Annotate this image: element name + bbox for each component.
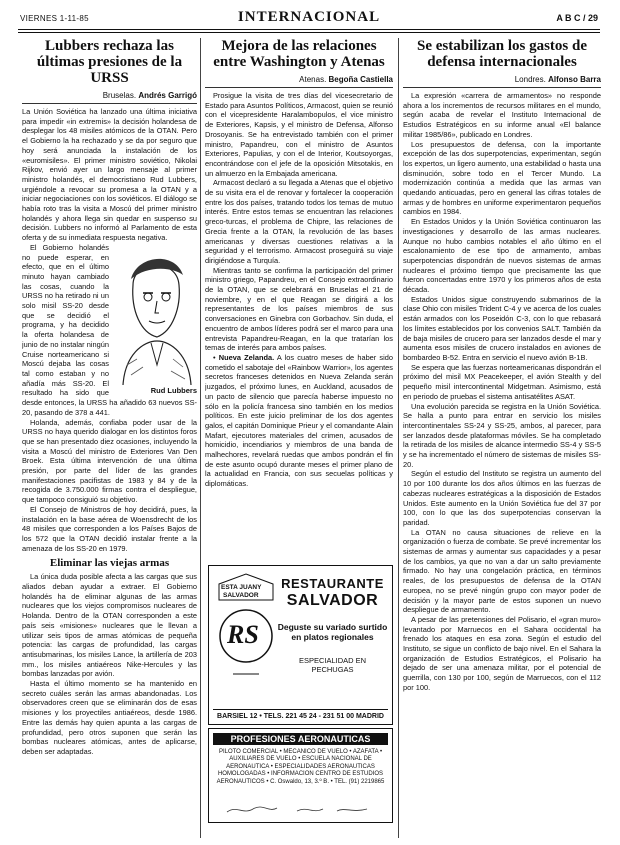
paragraph: • Nueva Zelanda. A los cuatro meses de haber sido cometido el sabotaje del «Rainbow Warrior», los agentes secretos franceses detenidos en Nueva Zelanda serán juzgados, el próximo lunes, en Auckland, acusados de un pacto de silencio que parecía haberse impuesto no sólo en la policía francesa sino también en los medios políticos. En este juicio preliminar de los dos agentes galos, el capitán Dominique Prieur y el comandante Alain Mafart, ejecutores materiales del crimen, acusados de homicidio, incendiarios y miembros de una banda de malhechores, revelará ruedas que ambos pondrán el fin de este asunto ocupó durante meses el primer plano de la actualidad en Francia, con sus secuelas políticas y diplomáticas. (205, 352, 393, 489)
restaurant-name-line2: SALVADOR (286, 592, 379, 609)
subheading: Eliminar las viejas armas (49, 557, 170, 570)
restaurant-specialty: ESPECIALIDAD EN PECHUGAS (298, 656, 367, 674)
aero-ad (208, 728, 393, 823)
logo-initials: RS (227, 620, 259, 649)
page-header (18, 8, 600, 30)
issue-date: VIERNES 1-11-85 (20, 14, 89, 23)
restaurant-logo (215, 570, 277, 682)
byline-place: Londres. (514, 75, 546, 84)
logo-text-bottom: SALVADOR (223, 592, 259, 599)
restaurant-name (277, 576, 388, 610)
page-number: A B C / 29 (556, 13, 598, 23)
byline-place: Atenas. (299, 75, 327, 84)
aero-body: PILOTO COMERCIAL • MECANICO DE VUELO • AZAFATA • AUXILIARES DE VUELO • ESCUELA NACIONAL DE AERONAUTICA • ESPECIALIDADES AERONAUTICAS HOMOLOGADAS • INFORMACION CENTRO DE ESTUDIOS AERONAUTICOS • C. Oswaldo, 13, 3.º B. • TEL. (91) 2219865 (216, 749, 385, 785)
article-headline: Lubbers rechaza las últimas presiones de la URSS (36, 38, 183, 86)
paragraph: La única duda posible afecta a las cargas que sus aliados deban ayudar a extraer. El Gobierno holandés ha de eliminar algunas de las armas nucleares que los viejos compromisos nucleares de Holanda. Dentro de la OTAN corresponden a este país seis «misiones» nucleares que le llevan a utilizar seis tipos de armas atómicas de pequeña potencia: las cargas de profundidad, las cargas antisubmarinas, los misiles Lance, la artillería de 203 mm., los misiles antiaéreos Nike-Hercules y las bombas lanzadas por avión. (22, 572, 197, 679)
byline (205, 75, 393, 84)
byline-author: Alfonso Barra (548, 75, 601, 84)
article-washington-atenas (205, 38, 393, 598)
article-lubbers (22, 38, 197, 838)
paragraph: Armacost declaró a su llegada a Atenas que el objetivo de su visita era el de renovar y fortalecer la cooperación entre los dos países, tratando todos los temas de mutuo interés. Entre estos temas se encuentran las relaciones greco-turcas, el problema de Chipre, las relaciones de Grecia frente a la OTAN, la revolución de las bases americanas y diversas cuestiones relativas a la seguridad y el terrorismo. Armacost proseguirá su viaje dirigiéndose a Turquía. (205, 178, 393, 265)
paragraph: Prosigue la visita de tres días del vicesecretario de Estado para Asuntos Políticos, Armacost, quien se reunió con el vicepresidente Haralambopulos, el vice ministro de Exteriores, Kapsis, y el ministro de Defensa, Alfonso Drosoyanis. Se ha entrevistado también con el primer ministro, Papandreu, con el ministro de Asuntos Exteriores, Papulias, y con el de Interior, Koutsoyorgas, encontrándose con el jefe de la oposición Mitsotakis, en un almuerzo en la Embajada americana. (205, 91, 393, 178)
paragraph: En Estados Unidos y la Unión Soviética continuaron las investigaciones y desarrollo de las armas nucleares. Aunque no hubo cambios notables el año último en el escalonamiento de ese tipo de armamento, ambas superpotencias dispondrán de nuevos sistemas de armas nucleares el próximo tiempo que precisamente las que fueron concertadas entre 1970 y los primeros años de esta década. (403, 217, 601, 295)
paragraph: La expresión «carrera de armamentos» no responde ahora a los incrementos de recursos militares en el mundo, según acaba de revelar el Instituto Internacional de Estudios Estratégicos en su informe anual «El balance militar 1985/86», publicado en Londres. (403, 91, 601, 139)
restaurant-name-line1: RESTAURANTE (281, 576, 384, 591)
column-divider (200, 38, 201, 838)
paragraph: Hasta el último momento se ha mantenido en secreto cuáles serán las armas abandonadas. Los observadores creen que se eliminarán dos de esas misiones y los proyectiles antiaéreos, desde 1986. Entre las demás hay quien apunta a las cargas de profundidad, pero otros suponen que serán las bombas nucleares atómicas, antes de aplicarse, deben ser adaptadas. (22, 679, 197, 756)
paragraph: La OTAN no causa situaciones de relieve en la organización o fuerza de combate. Se prevé incrementar los sistemas de armas y aumentar sus capacidades y a pesar de los cambios, ya que no van a dar un salto previamente firmado. No hay una congelación práctica, en términos reales, de los presupuestos de defensa de la OTAN europea, no se prevé ningún grupo con mayor poder de decisión y la mayor parte de estos suponen un nuevo despliegue de armamento. (403, 527, 601, 615)
paragraph: A pesar de las pretensiones del Polisario, el «gran muro» levantado por Marruecos en el Sahara occidental ha frenado los ataques en esa zona. Según el estudio del Instituto, se sigue un conflicto de bajo nivel. En el Sahara la organización de Estudios Estratégicos, el Polisario ha dejado de ser una amenaza militar, por el potencial de guerrilla, con 130 por 100, según de Marruecos, con el 112 por 100. (403, 614, 601, 692)
paragraph: Estados Unidos sigue construyendo submarinos de la clase Ohio con misiles Trident C-4 y ve acerca de los cuales están armados con los Poseidón C-3, con lo que rebasará los límites establecidos por los convenios SALT. También da de baja misiles de crucero para ser lanzados desde el mar y aumenta esos misiles de crucero instalados en aviones de bombardeo B-52. Entra en servicio el nuevo avión B-1B. (403, 294, 601, 362)
paragraph: Se espera que las fuerzas norteamericanas dispondrán el próximo del misil MX Peacekeeper, el avión Stealth y del pequeño misil intercontinental Midgetman. Asimismo, está en periodo de pruebas el sistema antisatélites ASAT. (403, 362, 601, 401)
restaurant-address: BARSIEL 12 • TELS. 221 45 24 - 231 51 00 MADRID (213, 709, 388, 720)
paragraph: La Unión Soviética ha lanzado una última iniciativa para impedir «in extremis» la decisión holandesa de desplegar los 48 misiles atómicos de la OTAN. Pero el Gobierno la ha rechazado y se da por seguro que hoy será anunciada la instalación de los «euromisiles». El primer ministro soviético, Nikolai Rijkov, envió ayer un largo mensaje al primer ministro holandés, el democristiano Rud Lubbers, urgiéndole a revocar su promesa a la OTAN y a iniciar negociaciones con los soviéticos. El diálogo se había roto tras la visita a Moscú del primer ministro holandés y ahora llega sin quedar en suspenso su decisión. Lubbers no informó al Parlamento de esta oferta y de su inmediata respuesta negativa. (22, 107, 197, 243)
photo-caption: Rud Lubbers (150, 385, 197, 395)
article-headline: Mejora de las relaciones entre Washington y Atenas (213, 38, 385, 70)
article-gastos-defensa (403, 38, 601, 838)
paragraph: Mientras tanto se confirma la participación del primer ministro griego, Papandreu, en el Consejo extraordinario de la OTAN, que se celebrará en Bruselas el 21 de noviembre, y en el que Reagan se dirigirá a los representantes de los países miembros de sus conversaciones en Ginebra con Gorbachov. Sin duda, el encuentro de ambos líderes podrá ser el marco para una entrevista Papandreu-Reagan, en la que tratarían los temas de interés para ambos países. (205, 265, 393, 353)
header-rule-thin (18, 32, 600, 33)
byline-author: Begoña Castiella (328, 75, 393, 84)
byline (403, 75, 601, 84)
lubbers-sketch-icon (113, 245, 197, 385)
paragraph: El Gobierno holandés no puede esperar, en efecto, que en el último minuto hayan cambiado las cosas, cuando la URSS no ha retirado ni un solo misil SS-20 desde que se decidió el programa, y ha decidido la oferta holandesa de junio de no instalar ningún Cruise norteamericano si Moscú dejaba las cosas tal como estaban y no añadía más SS-20. El resultado ha sido que desde entonces, la URSS ha añadido 63 nuevos SS-20, pasando de 378 a 441. (22, 242, 197, 417)
article-headline: Se estabilizan los gastos de defensa internacionales (416, 38, 587, 70)
paragraph: Una evolución parecida se registra en la Unión Soviética. Se halla a punto para entrar en servicio los misiles intercontinentales SS-24 y SS-25, ambos, al parecer, para ser lanzados desde plataformas móviles. Se ha completado la retirada de los misiles de alcance intermedio SS-4 y SS-5 y se ha incrementado el número de sistemas de misiles SS-20. (403, 401, 601, 469)
header-rule (18, 29, 600, 30)
byline-place: Bruselas. (102, 91, 137, 100)
restaurant-slogan: Deguste su variado surtido en platos regionales (277, 622, 388, 642)
signature-icon (217, 803, 387, 817)
divider (205, 87, 393, 88)
logo-text-top: ESTA JUANY (221, 584, 262, 591)
section-title: INTERNACIONAL (237, 9, 381, 25)
paragraph: El Consejo de Ministros de hoy decidirá, pues, la instalación en la base aérea de Woensdrecht de los 48 misiles que corresponden a los Países Bajos de los 572 que la OTAN decidió instalar frente a la amenaza de los SS-20 en 1979. (22, 504, 197, 553)
paragraph-lead: Nueva Zelanda. (218, 352, 275, 362)
column-divider (398, 38, 399, 838)
restaurant-ad (208, 565, 393, 725)
paragraph-body: A los cuatro meses de haber sido cometido el sabotaje del «Rainbow Warrior», los agentes secretos franceses detenidos en Nueva Zelanda serán juzgados, el próximo lunes, en Auckland, acusados de un pacto de silencio que parecía haberse impuesto no sólo en la policía francesa sino también en los medios políticos. En este juicio preliminar de los dos agentes galos, el capitán Dominique Prieur y el comandante Alain Mafart, ejecutores materiales del crimen, acusados de homicidio, incendiarios y miembros de una banda de malhechores, revelará ruedas que ambos pondrán el fin de este asunto ocupó durante meses el primer plano de la actualidad en Francia, con sus secuelas políticas y diplomáticas. (205, 352, 393, 489)
divider (403, 87, 601, 88)
byline (22, 91, 197, 100)
paragraph: Los presupuestos de defensa, con la importante excepción de las dos superpotencias, experimentan, según los expertos, un ligero aumento, una estabilidad o hasta una disminución, sobre todo en el Tercer Mundo. La modernización continúa a medida que las armas van quedando anticuadas, pero en general las cifras totales de armas y de hombres en uniforme experimentaron pequeños cambios en 1984. (403, 139, 601, 217)
portrait-photo (113, 245, 197, 395)
paragraph: Según el estudio del Instituto se registra un aumento del 10 por 100 durante los dos años últimos en las fuerzas de cabezas nucleares estratégicas a la disposición de Estados Unidos. Este aumento en la Unión Soviética fue del 37 por 100, con lo que las dos superpotencias conservan la paridad. (403, 469, 601, 527)
byline-author: Andrés Garrigó (138, 91, 197, 100)
aero-title: PROFESIONES AERONAUTICAS (213, 733, 388, 745)
paragraph: Holanda, además, confiaba poder usar de la URSS no haya querido dialogar en los distintos foros que se han presentado diez ocasiones, incluyendo la visita a Moscú del ministro de Exteriores Van Den Broek. Esta última intervención de una última presión, por parte del líder de las grandes manifestaciones pacifistas de 1983 y 84 y de la recogida de 3.750.000 firmas contra el despliegue, que tampoco consiguió su objetivo. (22, 417, 197, 505)
divider (22, 103, 197, 104)
